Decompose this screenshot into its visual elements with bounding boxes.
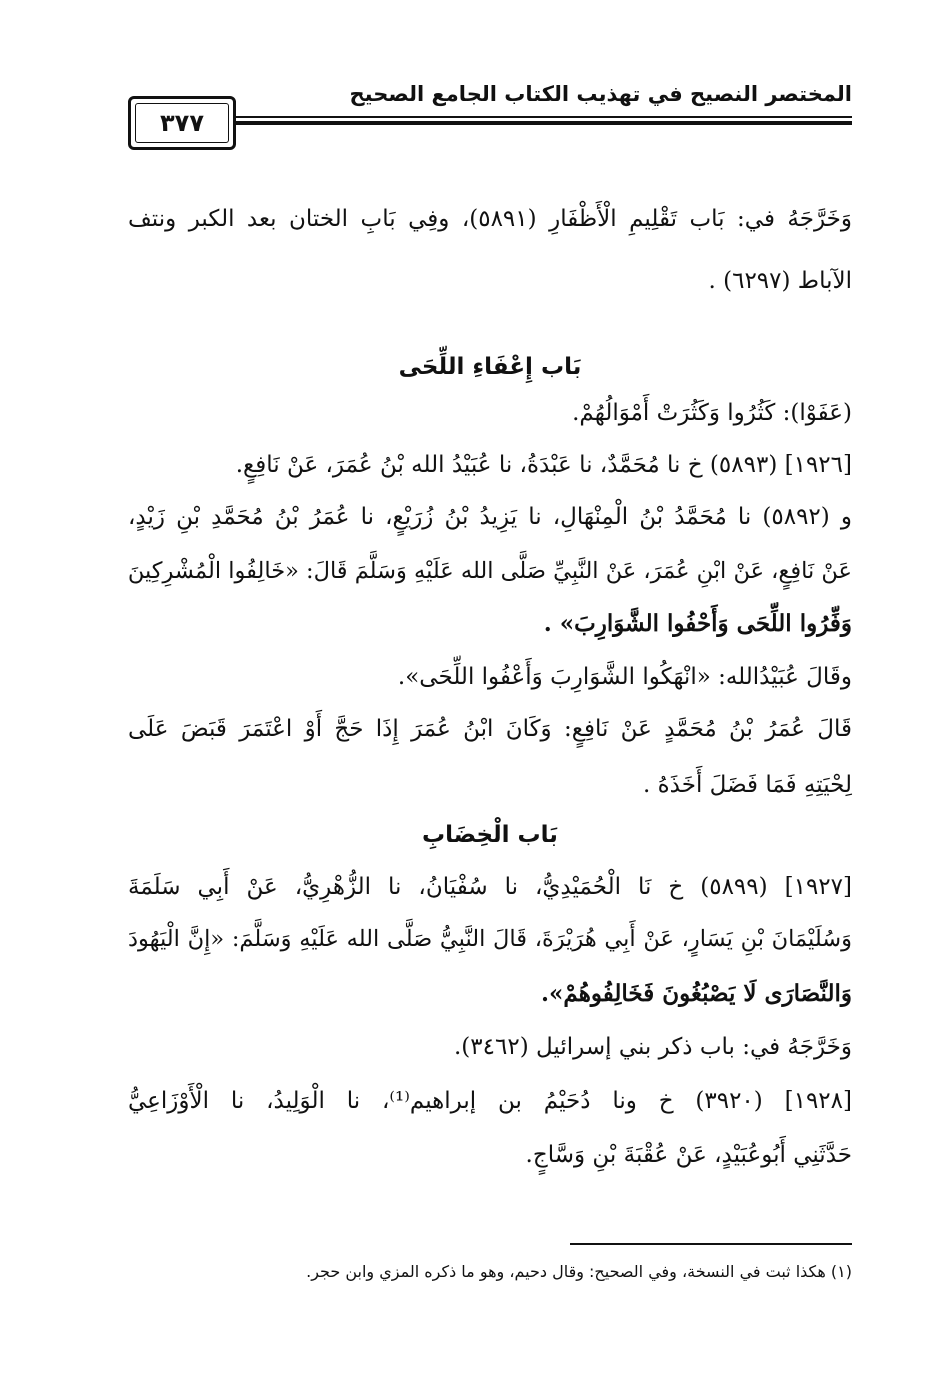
paragraph-line: وَخَرَّجَهُ في: بَاب تَقْلِيمِ الْأَظْفَارِ (٥٨٩١)، وفِي بَابِ الختان بعد الكبر ونتف bbox=[128, 206, 852, 232]
hadith-line: لِحْيَتِهِ فَمَا فَضَلَ أَخَذَهُ . bbox=[642, 772, 852, 798]
hadith-line: وَالنَّصَارَى لَا يَصْبُغُونَ فَخَالِفُوهُمْ». bbox=[541, 980, 852, 1007]
hadith-line: [١٩٢٦] (٥٨٩٣) خ نا مُحَمَّدٌ، نا عَبْدَةُ، نا عُبَيْدُ الله بْنُ عُمَرَ، عَنْ نَافِعٍ. bbox=[235, 452, 852, 478]
running-header-title: المختصر النصيح في تهذيب الكتاب الجامع الصحيح bbox=[349, 82, 852, 106]
header-rule-thin bbox=[236, 116, 852, 118]
paragraph-line: الآباط (٦٢٩٧) . bbox=[708, 268, 852, 294]
header-rule-thick bbox=[236, 121, 852, 125]
hadith-line: عَنْ نَافِعٍ، عَنْ ابْنِ عُمَرَ، عَنْ النَّبِيِّ صَلَّى الله عَلَيْهِ وَسَلَّمَ قَالَ: «خَالِفُوا الْمُشْرِكِينَ bbox=[127, 558, 852, 584]
hadith-line: وقَالَ عُبَيْدُالله: «انْهَكُوا الشَّوَارِبَ وَأَعْفُوا اللِّحَى». bbox=[397, 664, 852, 690]
page-number-box bbox=[128, 96, 236, 150]
hadith-line: قَالَ عُمَرُ بْنُ مُحَمَّدٍ عَنْ نَافِعٍ: وَكَانَ ابْنُ عُمَرَ إِذَا حَجَّ أَوْ اعْتَمَرَ قَبَضَ عَلَى bbox=[128, 716, 853, 742]
hadith-line: و (٥٨٩٢) نا مُحَمَّدُ بْنُ الْمِنْهَالِ، نا يَزِيدُ بْنُ زُرَيْعٍ، نا عُمَرُ بْنُ مُحَمَّدِ بْنِ زَيْدٍ، bbox=[128, 504, 852, 530]
hadith-line: [١٩٢٧] (٥٨٩٩) خ نَا الْحُمَيْدِيُّ، نا سُفْيَانُ، نا الزُّهْرِيُّ، عَنْ أَبِي سَلَمَةَ bbox=[128, 874, 852, 900]
hadith-line: حَدَّثَنِي أَبُوعُبَيْدٍ، عَنْ عُقْبَةَ بْنِ وَسَّاجٍ. bbox=[525, 1142, 852, 1168]
hadith-line: [١٩٢٨] (٣٩٢٠) خ ونا دُحَيْمُ بن إبراهيم⁽¹⁾، نا الْوَلِيدُ، نا الْأَوْزَاعِيُّ bbox=[128, 1088, 852, 1114]
footnote-separator bbox=[570, 1243, 852, 1245]
footnote: (١) هكذا ثبت في النسخة، وفي الصحيح: وقال دحيم، وهو ما ذكره المزي وابن حجر. bbox=[306, 1262, 852, 1281]
page-number: ٣٧٧ bbox=[160, 109, 204, 137]
chapter-heading: بَاب الْخِضَابِ bbox=[422, 822, 558, 848]
hadith-line: وَسُلَيْمَانَ بْنِ يَسَارٍ، عَنْ أَبِي هُرَيْرَةَ، قَالَ النَّبِيُّ صَلَّى الله عَلَيْهِ وَسَلَّمَ: «إِنَّ الْيَهُودَ bbox=[128, 926, 852, 952]
chapter-heading: بَاب إِعْفَاءِ اللِّحَى bbox=[398, 354, 582, 380]
paragraph-line: وَخَرَّجَهُ في: باب ذكر بني إسرائيل (٣٤٦٢). bbox=[454, 1034, 852, 1060]
paragraph-line: (عَفَوْا): كَثُرُوا وَكَثُرَتْ أَمْوَالُهُمْ. bbox=[572, 400, 852, 426]
hadith-line: وَفِّرُوا اللِّحَى وَأَحْفُوا الشَّوَارِبَ» . bbox=[543, 610, 852, 637]
